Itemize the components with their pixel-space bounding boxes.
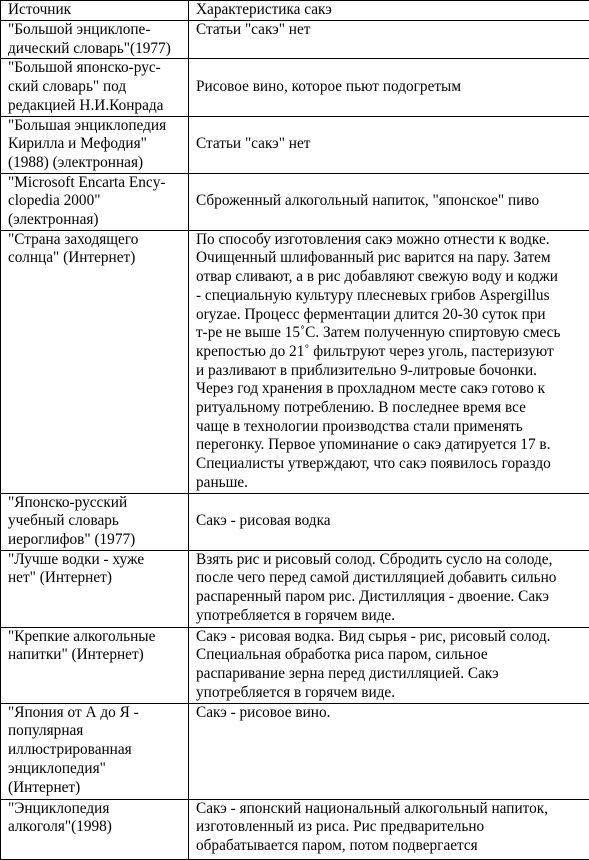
source-cell: "Большой японско-рус- ский словарь" под редакцией Н.И.Конрада [1, 59, 189, 116]
table-row [1, 173, 589, 230]
description-cell: Сакэ - рисовая водка [189, 493, 589, 550]
description-cell: Статьи "сакэ" нет [189, 116, 589, 173]
source-cell: "Крепкие алкогольные напитки" (Интернет) [1, 627, 189, 703]
description-cell: По способу изготовления сакэ можно отнести к водке. Очищенный шлифованный рис варится на пару. Затем отвар сливают, а в рис добавляют свежую воду и коджи - специальную культуру плесневых грибов Aspergillus oryzae. Процесс ферментации длится 20-30 суток при т-ре не выше 15˚С. Затем полученную спиртовую смесь крепостью до 21˚ фильтруют через уголь, пастеризуют и разливают в приблизительно 9-литровые бочонки. Через год хранения в прохладном месте сакэ готово к ритуальному потреблению. В последнее время все чаще в технологии производства стали применять перегонку. Первое упоминание о сакэ датируется 17 в. Специалисты утверждают, что сакэ появилось гораздо раньше. [189, 230, 589, 493]
source-cell: "Японско-русский учебный словарь иероглифов" (1977) [1, 493, 189, 550]
table-row [1, 21, 589, 59]
table-row [1, 59, 589, 116]
source-cell: "Лучше водки - хуже нет" (Интернет) [1, 550, 189, 627]
description-cell: Сакэ - японский национальный алкогольный напиток, изготовленный из риса. Рис предварительно обрабатывается паром, потом подвергается [189, 799, 589, 859]
table-header-row [1, 1, 589, 21]
description-cell: Сакэ - рисовое вино. [189, 703, 589, 799]
description-cell: Статьи "сакэ" нет [189, 21, 589, 59]
description-cell: Взять рис и рисовый солод. Сбродить сусло на солоде, после чего перед самой дистилляцией добавить сильно распаренный паром рис. Дистилляция - двоение. Сакэ употребляется в горячем виде. [189, 550, 589, 627]
table-row [1, 703, 589, 799]
description-cell: Сброженный алкогольный напиток, "японское" пиво [189, 173, 589, 230]
table-row [1, 550, 589, 627]
source-cell: "Энциклопедия алкоголя"(1998) [1, 799, 189, 859]
header-description: Характеристика сакэ [189, 1, 589, 21]
header-source: Источник [1, 1, 189, 21]
description-cell: Сакэ - рисовая водка. Вид сырья - рис, рисовый солод. Специальная обработка риса паром, сильное распаривание зерна перед дистилляцией. Сакэ употребляется в горячем виде. [189, 627, 589, 703]
source-cell: "Microsoft Encarta Ency- clopedia 2000" (электронная) [1, 173, 189, 230]
table-row [1, 799, 589, 859]
source-cell: "Большой энциклопе- дический словарь"(1977) [1, 21, 189, 59]
table-row [1, 627, 589, 703]
description-cell: Рисовое вино, которое пьют подогретым [189, 59, 589, 116]
table-row [1, 230, 589, 493]
source-cell: "Страна заходящего солнца" (Интернет) [1, 230, 189, 493]
table-row [1, 116, 589, 173]
source-cell: "Большая энциклопедия Кирилла и Мефодия" (1988) (электронная) [1, 116, 189, 173]
table-row [1, 493, 589, 550]
source-cell: "Япония от А до Я - популярная иллюстрированная энциклопедия" (Интернет) [1, 703, 189, 799]
